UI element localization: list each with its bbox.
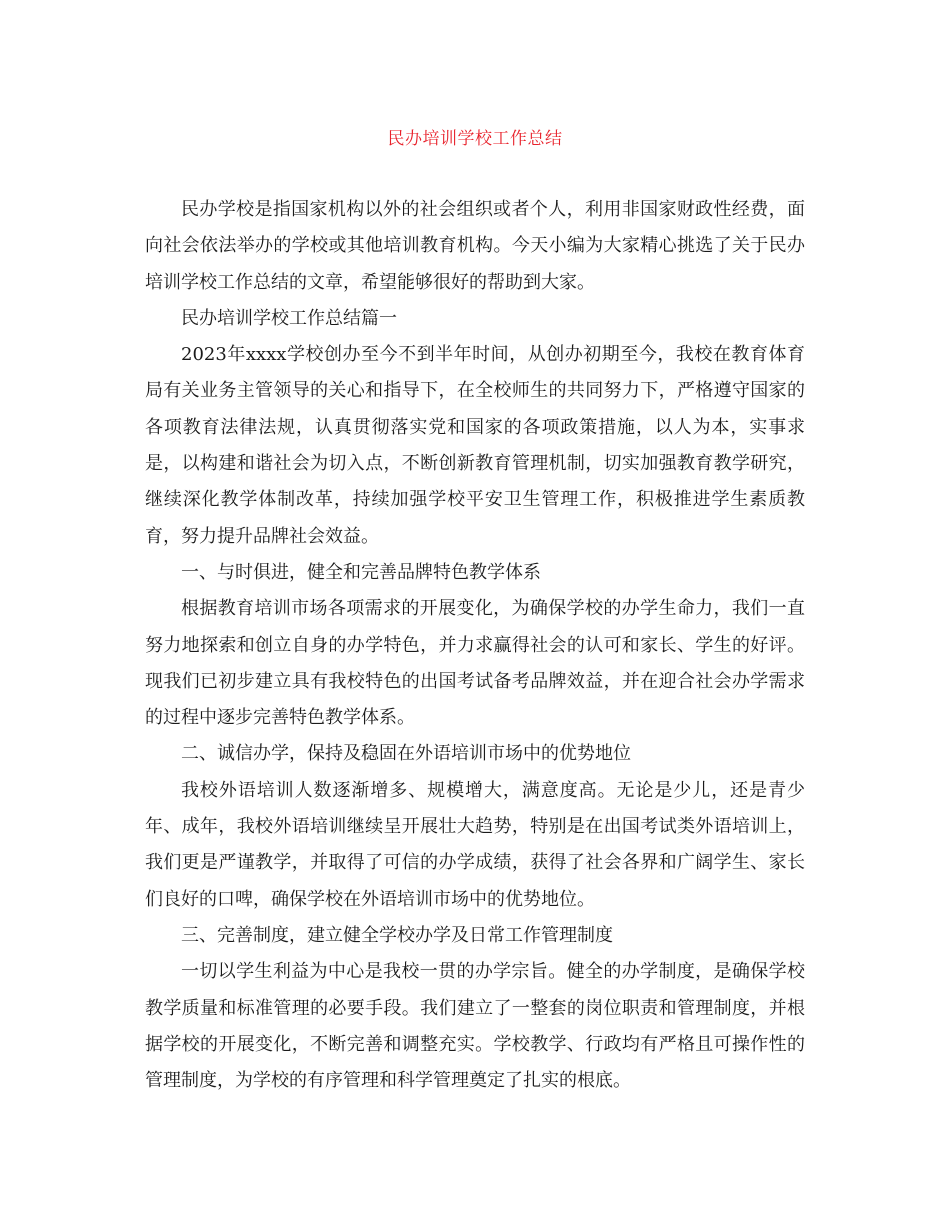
section-2-paragraph: 我校外语培训人数逐渐增多、规模增大，满意度高。无论是少儿，还是青少年、成年，我校外语培训继续呈开展壮大趋势，特别是在出国考试类外语培训上，我们更是严谨教学，并取得了可信的办学成绩，获得了社会各界和广阔学生、家长们良好的口啤，确保学校在外语培训市场中的优势地位。 — [145, 779, 805, 910]
section-heading-3: 三、完善制度，建立健全学校办学及日常工作管理制度 — [181, 924, 613, 946]
section-heading-part-one: 民办培训学校工作总结篇一 — [181, 307, 397, 329]
intro-paragraph: 民办学校是指国家机构以外的社会组织或者个人，利用非国家财政性经费，面向社会依法举办的学校或其他培训教育机构。今天小编为大家精心挑选了关于民办培训学校工作总结的文章，希望能够很好的帮助到大家。 — [145, 199, 805, 293]
document-title: 民办培训学校工作总结 — [387, 129, 563, 149]
section-heading-1: 一、与时俱进，健全和完善品牌特色教学体系 — [181, 561, 541, 583]
section-1-paragraph: 根据教育培训市场各项需求的开展变化，为确保学校的办学生命力，我们一直努力地探索和创立自身的办学特色，并力求赢得社会的认可和家长、学生的好评。现我们已初步建立具有我校特色的出国考试备考品牌效益，并在迎合社会办学需求的过程中逐步完善特色教学体系。 — [145, 598, 805, 729]
document-body — [145, 192, 805, 1099]
section-3-paragraph: 一切以学生利益为中心是我校一贯的办学宗旨。健全的办学制度，是确保学校教学质量和标准管理的必要手段。我们建立了一整套的岗位职责和管理制度，并根据学校的开展变化，不断完善和调整充实。学校教学、行政均有严格且可操作性的管理制度，为学校的有序管理和科学管理奠定了扎实的根底。 — [145, 961, 805, 1092]
section-heading-2: 二、诚信办学，保持及稳固在外语培训市场中的优势地位 — [181, 743, 631, 765]
overview-paragraph: 2023年xxxx学校创办至今不到半年时间，从创办初期至今，我校在教育体育局有关业务主管领导的关心和指导下，在全校师生的共同努力下，严格遵守国家的各项教育法律法规，认真贯彻落实党和国家的各项政策措施，以人为本，实事求是，以构建和谐社会为切入点，不断创新教育管理机制，切实加强教育教学研究，继续深化教学体制改革，持续加强学校平安卫生管理工作，积极推进学生素质教育，努力提升品牌社会效益。 — [145, 344, 805, 547]
